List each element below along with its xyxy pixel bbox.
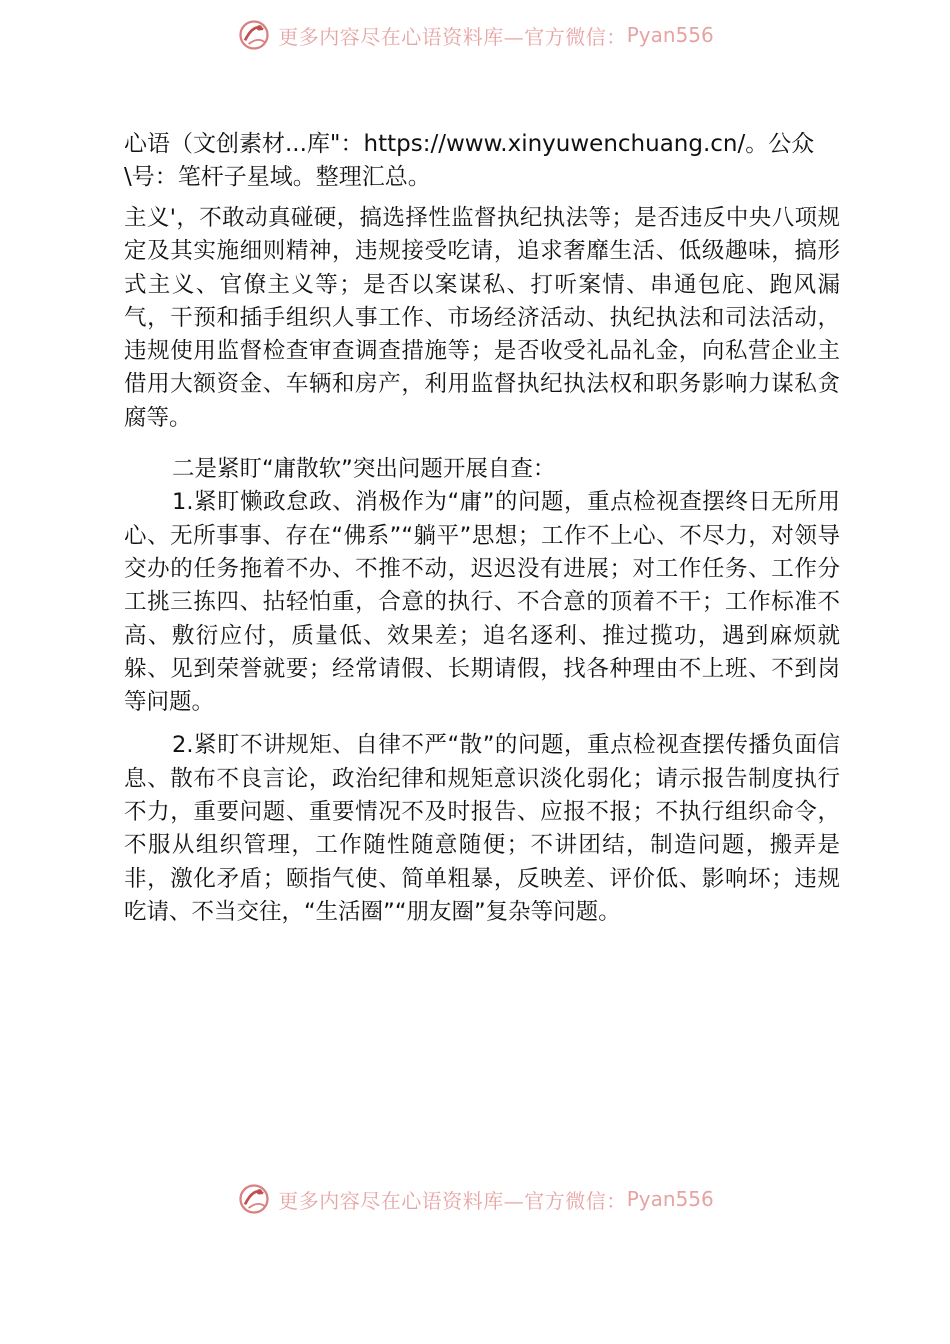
paragraph-3: 1.紧盯懒政怠政、消极作为“庸”的问题，重点检视查摆终日无所用心、无所事事、存在“佛系”“躺平”思想；工作不上心、不尽力，对领导交办的任务拖着不办、不推不动，迟迟没有进展；对工作任务、工作分工挑三拣四、拈轻怕重，合意的执行、不合意的顶着不干；工作标准不高、敷衍应付，质量低、效果差；追名逐利、推过揽功，遇到麻烦就躲、见到荣誉就要；经常请假、长期请假，找各种理由不上班、不到岗等问题。 <box>124 489 840 716</box>
paragraph-4: 2.紧盯不讲规矩、自律不严“散”的问题，重点检视查摆传播负面信息、散布不良言论，政治纪律和规矩意识淡化弱化；请示报告制度执行不力，重要问题、重要情况不及时报告、应报不报；不执行组织命令，不服从组织管理，工作随性随意随便；不讲团结，制造问题，搬弄是非，激化矛盾；颐指气使、简单粗暴，反映差、评价低、影响坏；违规吃请、不当交往，“生活圈”“朋友圈”复杂等问题。 <box>124 732 840 925</box>
watermark-text: 更多内容尽在心语资料库—官方微信： <box>278 1188 627 1213</box>
watermark-logo-icon <box>236 17 272 53</box>
watermark-logo-icon <box>236 1181 272 1217</box>
watermark-wechat-id: Pyan556 <box>626 1187 714 1211</box>
watermark-text: 更多内容尽在心语资料库—官方微信： <box>278 24 627 49</box>
watermark-wechat-id: Pyan556 <box>626 23 714 47</box>
bottom-watermark <box>0 1174 950 1224</box>
top-watermark <box>0 10 950 60</box>
paragraph-1: 主义'，不敢动真碰硬，搞选择性监督执纪执法等；是否违反中央八项规定及其实施细则精神，违规接受吃请，追求奢靡生活、低级趣味，搞形式主义、官僚主义等；是否以案谋私、打听案情、串通包庇、跑风漏气，干预和插手组织人事工作、市场经济活动、执纪执法和司法活动，违规使用监督检查审查调查措施等；是否收受礼品礼金，向私营企业主借用大额资金、车辆和房产，利用监督执纪执法权和职务影响力谋私贪腐等。 <box>124 205 840 431</box>
document-body <box>124 128 840 929</box>
source-header-line: 心语（文创素材...库"：https://www.xinyuwenchuang.cn/。公众\号：笔杆子星域。整理汇总。 <box>124 131 815 190</box>
paragraph-2-heading: 二是紧盯“庸散软”突出问题开展自查： <box>172 456 556 483</box>
